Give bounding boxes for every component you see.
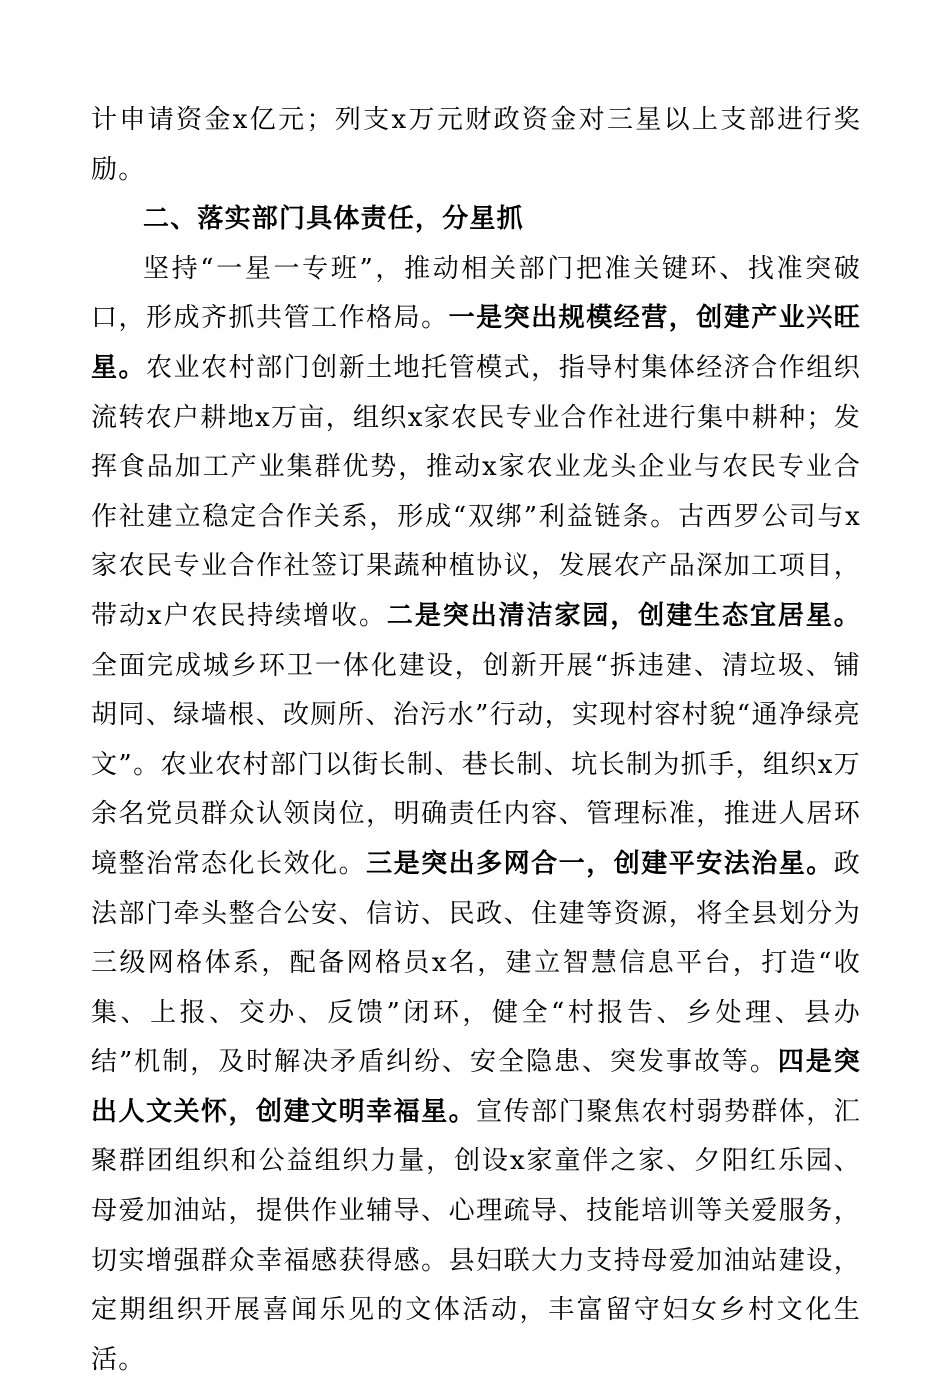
section-heading-text: 二、落实部门具体责任，分星抓 <box>143 204 524 235</box>
item3-body: 政法部门牵头整合公安、信访、民政、住建等资源，将全县划分为三级网格体系，配备网格员x名，建立智慧信息平台，打造“收集、上报、交办、反馈”闭环，健全“村报告、乡处理、县办结”机制，及时解决矛盾纠纷、安全隐患、突发事故等。 <box>91 848 861 1078</box>
item2-body: 全面完成城乡环卫一体化建设，创新开展“拆违建、清垃圾、铺胡同、绿墙根、改厕所、治污水”行动，实现村容村貌“通净绿亮文”。农业农村部门以街长制、巷长制、坑长制为抓手，组织x万余名党员群众认领岗位，明确责任内容、管理标准，推进人居环境整治常态化长效化。 <box>91 650 861 879</box>
item3-title: 三是突出多网合一，创建平安法治星。 <box>366 848 834 879</box>
item1-body: 农业农村部门创新土地托管模式，指导村集体经济合作组织流转农户耕地x万亩，组织x家农民专业合作社进行集中耕种；发挥食品加工产业集群优势，推动x家农业龙头企业与农民专业合作社建立稳定合作关系，形成“双绑”利益链条。古西罗公司与x家农民专业合作社签订果蔬种植协议，发展农产品深加工项目，带动x户农民持续增收。 <box>91 352 862 631</box>
continuation-text: 计申请资金x亿元；列支x万元财政资金对三星以上支部进行奖励。 <box>91 105 861 185</box>
document-page <box>91 96 861 1385</box>
body-paragraph <box>91 245 861 1385</box>
section-heading <box>91 195 861 245</box>
item4-title: 四是突出人文关怀，创建文明幸福星。 <box>91 1047 861 1127</box>
item2-title: 二是突出清洁家园，创建生态宜居星。 <box>386 600 861 631</box>
continuation-paragraph <box>91 96 861 195</box>
item1-title: 一是突出规模经营，创建产业兴旺星。 <box>91 303 861 383</box>
paragraph-intro: 坚持“一星一专班”，推动相关部门把准关键环、找准突破口，形成齐抓共管工作格局。 <box>91 253 861 334</box>
item4-body: 宣传部门聚焦农村弱势群体，汇聚群团组织和公益组织力量，创设x家童伴之家、夕阳红乐园、母爱加油站，提供作业辅导、心理疏导、技能培训等关爱服务，切实增强群众幸福感获得感。县妇联大力支持母爱加油站建设，定期组织开展喜闻乐见的文体活动，丰富留守妇女乡村文化生活。 <box>91 1096 861 1375</box>
